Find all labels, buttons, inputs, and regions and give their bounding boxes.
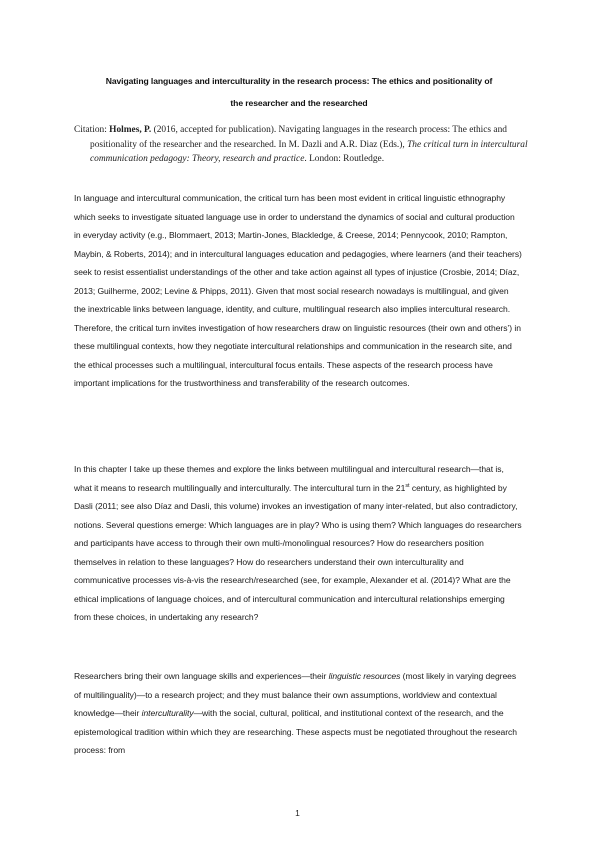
- ordinal-superscript: st: [405, 482, 410, 489]
- title-line-1: Navigating languages and interculturality in the research process: The ethics and positionality of: [105, 76, 493, 86]
- paragraph-3: [74, 667, 522, 760]
- paragraph-2-text-a: In this chapter I take up these themes and explore the links between multilingual and intercultural research—that is, what it means to research multilingually and interculturally. The intercultural turn in the 21: [74, 464, 504, 493]
- paragraph-3-text-a: Researchers bring their own language skills and experiences—their: [74, 671, 329, 681]
- paragraph-3-text-c: —with the social, cultural, political, and institutional context of the research, and the epistemological tradition within which they are researching. These aspects must be negotiated throughout the research process: from: [74, 708, 517, 756]
- citation-book-title: The critical turn in intercultural communication pedagogy: Theory, research and practice: [90, 139, 528, 165]
- emphasis-interculturality: interculturality: [141, 708, 194, 719]
- citation-publisher: . London: Routledge.: [304, 154, 385, 165]
- citation-block: [74, 123, 536, 167]
- paragraph-1: In language and intercultural communication, the critical turn has been most evident in critical linguistic ethnography which seeks to investigate situated language use in order to understand the dynamics of social and cultural production in everyday activity (e.g., Blommaert, 2013; Martin-Jones, Blackledge, & Creese, 2014; Pennycook, 2010; Rampton, Maybin, & Roberts, 2014); and in intercultural languages education and pedagogies, where learners (and their teachers) seek to resist essentialist understandings of the other and take action against all types of injustice (Crosbie, 2014; Díaz, 2013; Guilherme, 2002; Levine & Phipps, 2011). Given that most social research nowadays is multilingual, and given the inextricable links between language, identity, and culture, multilingual research also implies intercultural research. Therefore, the critical turn invites investigation of how researchers draw on linguistic resources (their own and others’) in these multilingual contexts, how they negotiate intercultural relationships and communication in the research site, and the ethical processes such a multilingual, intercultural focus entails. These aspects of the research process have important implications for the trustworthiness and transferability of the research outcomes.: [74, 193, 522, 389]
- citation-author: Holmes, P.: [109, 125, 152, 135]
- citation-label: Citation:: [74, 125, 110, 135]
- paper-title: [74, 70, 524, 114]
- paragraph-3-text-b: (most likely in varying degrees of multilinguality)—to a research project; and they must balance their own assumptions, worldview and contextual knowledge—their: [74, 671, 517, 719]
- title-line-2: the researcher and the researched: [230, 98, 368, 108]
- page-number: 1: [295, 808, 300, 818]
- paragraph-2-text-b: century, as highlighted by Dasli (2011; see also Díaz and Dasli, this volume) invokes an investigation of many inter-related, but also contradictory, notions. Several questions emerge: Which languages are in play? Who is using them? Which languages do researchers and participants have access to through their own multi-/monolingual resources? How do researchers position themselves in relation to these languages? How do researchers understand their own interculturality and communicative processes vis-à-vis the research/researched (see, for example, Alexander et al. (2014)? What are the ethical implications of language choices, and of intercultural communication and intercultural relationships emerging from these choices, in undertaking any research?: [74, 482, 522, 623]
- citation-text: (2016, accepted for publication). Navigating languages in the research process: The ethics and positionality of the researcher and the researched. In M. Dazli and A.R. Diaz (Eds.),: [90, 125, 507, 150]
- paragraph-2: [74, 460, 522, 627]
- emphasis-linguistic-resources: linguistic resources: [328, 671, 401, 681]
